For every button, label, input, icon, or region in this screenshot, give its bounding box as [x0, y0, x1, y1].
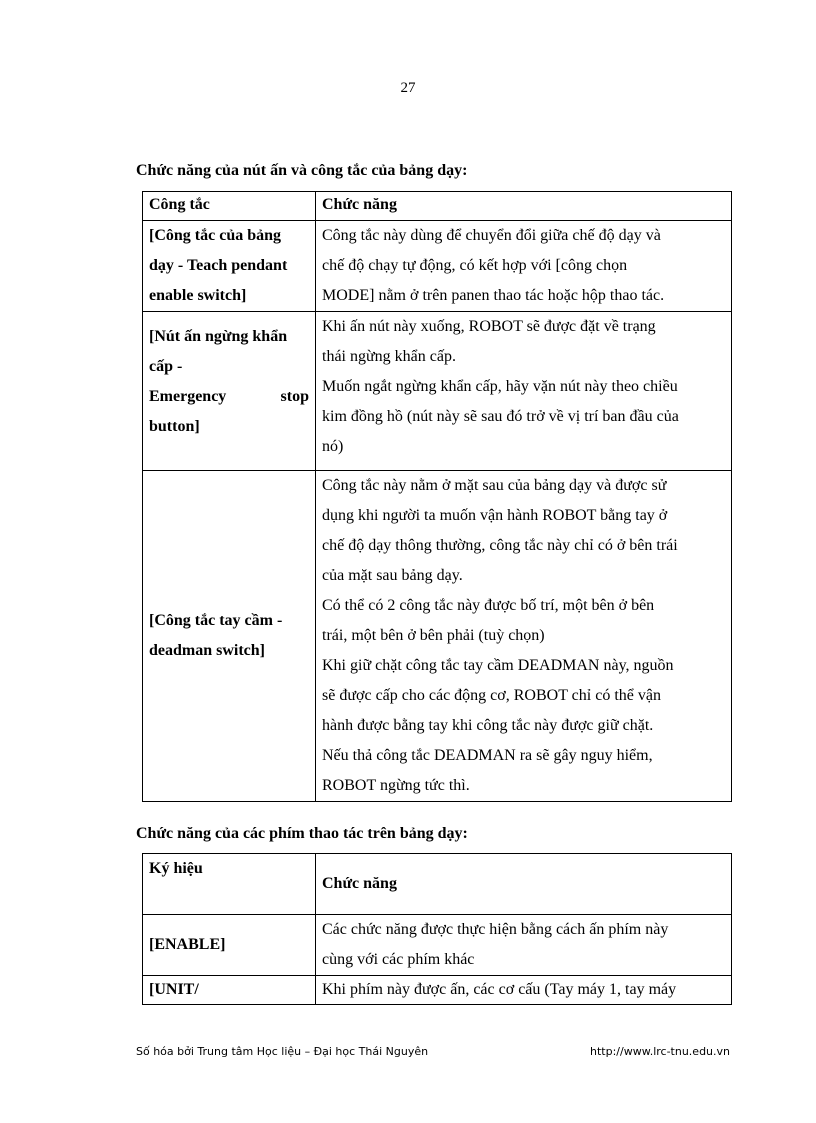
description-line: Công tắc này nằm ở mặt sau của bảng dạy và được sử [322, 477, 667, 494]
header-switch: Công tắc [143, 192, 316, 221]
description-line: Khi ấn nút này xuống, ROBOT sẽ được đặt về trạng [322, 318, 656, 335]
table-row [143, 976, 732, 1005]
key-name-cell: [UNIT/ [143, 976, 316, 1005]
switch-name-cell [143, 471, 316, 802]
description-line: nó) [322, 438, 344, 455]
table-row [143, 915, 732, 976]
switch-description-cell [316, 221, 732, 312]
switch-name-cell [143, 312, 316, 471]
table-row [143, 471, 732, 802]
description-line: chế độ chạy tự động, có kết hợp với [công chọn [322, 257, 628, 274]
key-description-cell [316, 915, 732, 976]
switch-description-cell [316, 471, 732, 802]
header-function: Chức năng [316, 192, 732, 221]
switch-name-line: deadman switch] [149, 642, 266, 659]
switch-function-table [142, 191, 732, 802]
description-line: Công tắc này dùng để chuyển đổi giữa chế độ dạy và [322, 227, 661, 244]
description-line: hành được bằng tay khi công tắc này được giữ chặt. [322, 717, 654, 734]
description-line: Có thể có 2 công tắc này được bố trí, một bên ở bên [322, 597, 655, 614]
key-function-table [142, 853, 732, 1005]
switch-name-line: enable switch] [149, 287, 247, 304]
description-line: ROBOT ngừng tức thì. [322, 777, 470, 794]
footer-source: Số hóa bởi Trung tâm Học liệu – Đại học Thái Nguyên [136, 1045, 429, 1058]
table-header-row [143, 854, 732, 915]
description-line: chế độ dạy thông thường, công tắc này chỉ có ở bên trái [322, 537, 678, 554]
switch-name-line: [Công tắc của bảng [149, 227, 282, 244]
switch-name-line: button] [149, 418, 200, 435]
footer-url: http://www.lrc-tnu.edu.vn [590, 1045, 730, 1058]
stop-word: stop [280, 388, 309, 405]
description-line: thái ngừng khẩn cấp. [322, 348, 456, 365]
section-heading-keys: Chức năng của các phím thao tác trên bảng dạy: [136, 825, 468, 842]
switch-name-line: cấp - [149, 358, 183, 375]
switch-name-line [149, 382, 309, 412]
description-line: MODE] nằm ở trên panen thao tác hoặc hộp thao tác. [322, 287, 665, 304]
key-name-cell: [ENABLE] [143, 915, 316, 976]
header-function: Chức năng [316, 854, 732, 915]
description-line: kim đồng hồ (nút này sẽ sau đó trở về vị trí ban đầu của [322, 408, 679, 425]
switch-description-cell [316, 312, 732, 471]
header-symbol: Ký hiệu [143, 854, 316, 915]
switch-name-line: [Nút ấn ngừng khẩn [149, 328, 288, 345]
description-line: Khi phím này được ấn, các cơ cấu (Tay máy 1, tay máy [322, 981, 677, 998]
section-heading-switches: Chức năng của nút ấn và công tắc của bảng dạy: [136, 162, 468, 179]
description-line: cùng với các phím khác [322, 951, 475, 968]
emergency-word: Emergency [149, 388, 227, 405]
description-line: Các chức năng được thực hiện bằng cách ấn phím này [322, 921, 669, 938]
table-row [143, 221, 732, 312]
table-header-row [143, 192, 732, 221]
description-line: của mặt sau bảng dạy. [322, 567, 463, 584]
description-line: Muốn ngắt ngừng khẩn cấp, hãy vặn nút này theo chiều [322, 378, 678, 395]
key-description-cell [316, 976, 732, 1005]
description-line: trái, một bên ở bên phải (tuỳ chọn) [322, 627, 545, 644]
switch-name-line: [Công tắc tay cầm - [149, 612, 283, 629]
description-line: dụng khi người ta muốn vận hành ROBOT bằng tay ở [322, 507, 668, 524]
description-line: sẽ được cấp cho các động cơ, ROBOT chỉ có thể vận [322, 687, 661, 704]
page-number: 27 [400, 80, 416, 96]
switch-name-line: dạy - Teach pendant [149, 257, 288, 274]
table-row [143, 312, 732, 471]
switch-name-cell [143, 221, 316, 312]
description-line: Khi giữ chặt công tắc tay cầm DEADMAN này, nguồn [322, 657, 674, 674]
description-line: Nếu thả công tắc DEADMAN ra sẽ gây nguy hiểm, [322, 747, 653, 764]
